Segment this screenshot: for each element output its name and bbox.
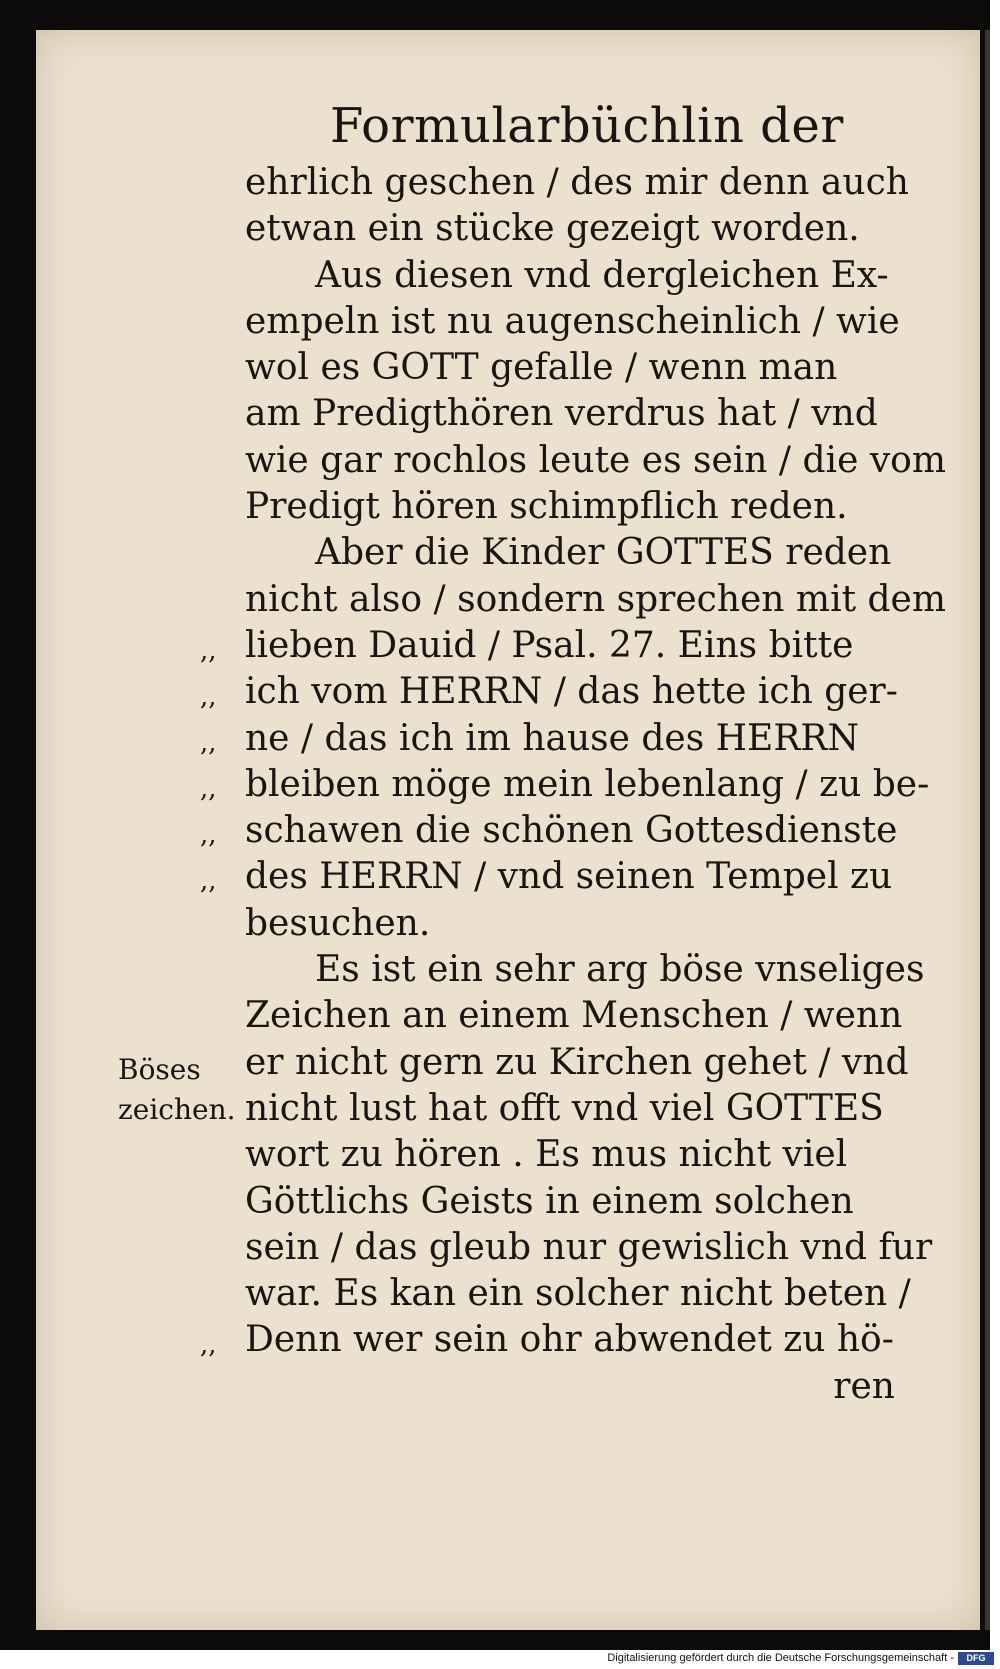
quote-mark: ,, <box>200 682 217 712</box>
footer-credit: Digitalisierung gefördert durch die Deutsche Forschungsgemeinschaft - <box>607 1652 954 1664</box>
text-line: nicht also / sondern sprechen mit dem <box>245 578 946 620</box>
quote-mark: ,, <box>200 820 217 850</box>
text-line: Göttlichs Geists in einem solchen <box>245 1180 854 1222</box>
text-line: besuchen. <box>245 902 431 944</box>
quote-mark: ,, <box>200 1330 217 1360</box>
quote-mark: ,, <box>200 636 217 666</box>
page-edge <box>985 30 990 1630</box>
text-line: wie gar rochlos leute es sein / die vom <box>245 439 946 481</box>
marginal-note-line: Böses <box>118 1053 201 1086</box>
text-line: Zeichen an einem Menschen / wenn <box>245 995 903 1037</box>
running-head: Formularbüchlin der <box>330 98 844 154</box>
marginal-note <box>118 1050 236 1130</box>
text-line: Aber die Kinder GOTTES reden <box>315 532 892 574</box>
text-line: Predigt hören schimpflich reden. <box>245 486 848 528</box>
text-line: nicht lust hat offt vnd viel GOTTES <box>245 1087 884 1129</box>
text-line: lieben Dauid / Psal. 27. Eins bitte <box>245 624 854 666</box>
quote-mark: ,, <box>200 728 217 758</box>
quote-mark: ,, <box>200 774 217 804</box>
text-line: Denn wer sein ohr abwendet zu hö- <box>245 1319 894 1361</box>
marginal-note-line: zeichen. <box>118 1093 236 1126</box>
text-line: Es ist ein sehr arg böse vnseliges <box>315 949 925 991</box>
text-line: war. Es kan ein solcher nicht beten / <box>245 1273 911 1315</box>
dfg-logo: DFG <box>958 1652 994 1665</box>
quote-mark: ,, <box>200 866 217 896</box>
text-line: etwan ein stücke gezeigt worden. <box>245 208 860 250</box>
text-line: empeln ist nu augenscheinlich / wie <box>245 300 900 342</box>
text-line: ren <box>833 1365 895 1407</box>
body-text <box>245 160 946 1410</box>
text-line: Aus diesen vnd dergleichen Ex- <box>315 254 889 296</box>
text-line: am Predigthören verdrus hat / vnd <box>245 393 878 435</box>
text-line: ich vom HERRN / das hette ich ger- <box>245 671 898 713</box>
text-line: wort zu hören . Es mus nicht viel <box>245 1134 848 1176</box>
text-line: sein / das gleub nur gewislich vnd fur <box>245 1226 933 1268</box>
text-line: des HERRN / vnd seinen Tempel zu <box>245 856 893 898</box>
text-line: ne / das ich im hause des HERRN <box>245 717 860 759</box>
text-line: er nicht gern zu Kirchen gehet / vnd <box>245 1041 909 1083</box>
text-line: wol es GOTT gefalle / wenn man <box>245 347 838 389</box>
text-line: ehrlich geschen / des mir denn auch <box>245 162 909 203</box>
text-line: schawen die schönen Gottesdienste <box>245 810 898 852</box>
text-line: bleiben möge mein lebenlang / zu be- <box>245 763 930 805</box>
